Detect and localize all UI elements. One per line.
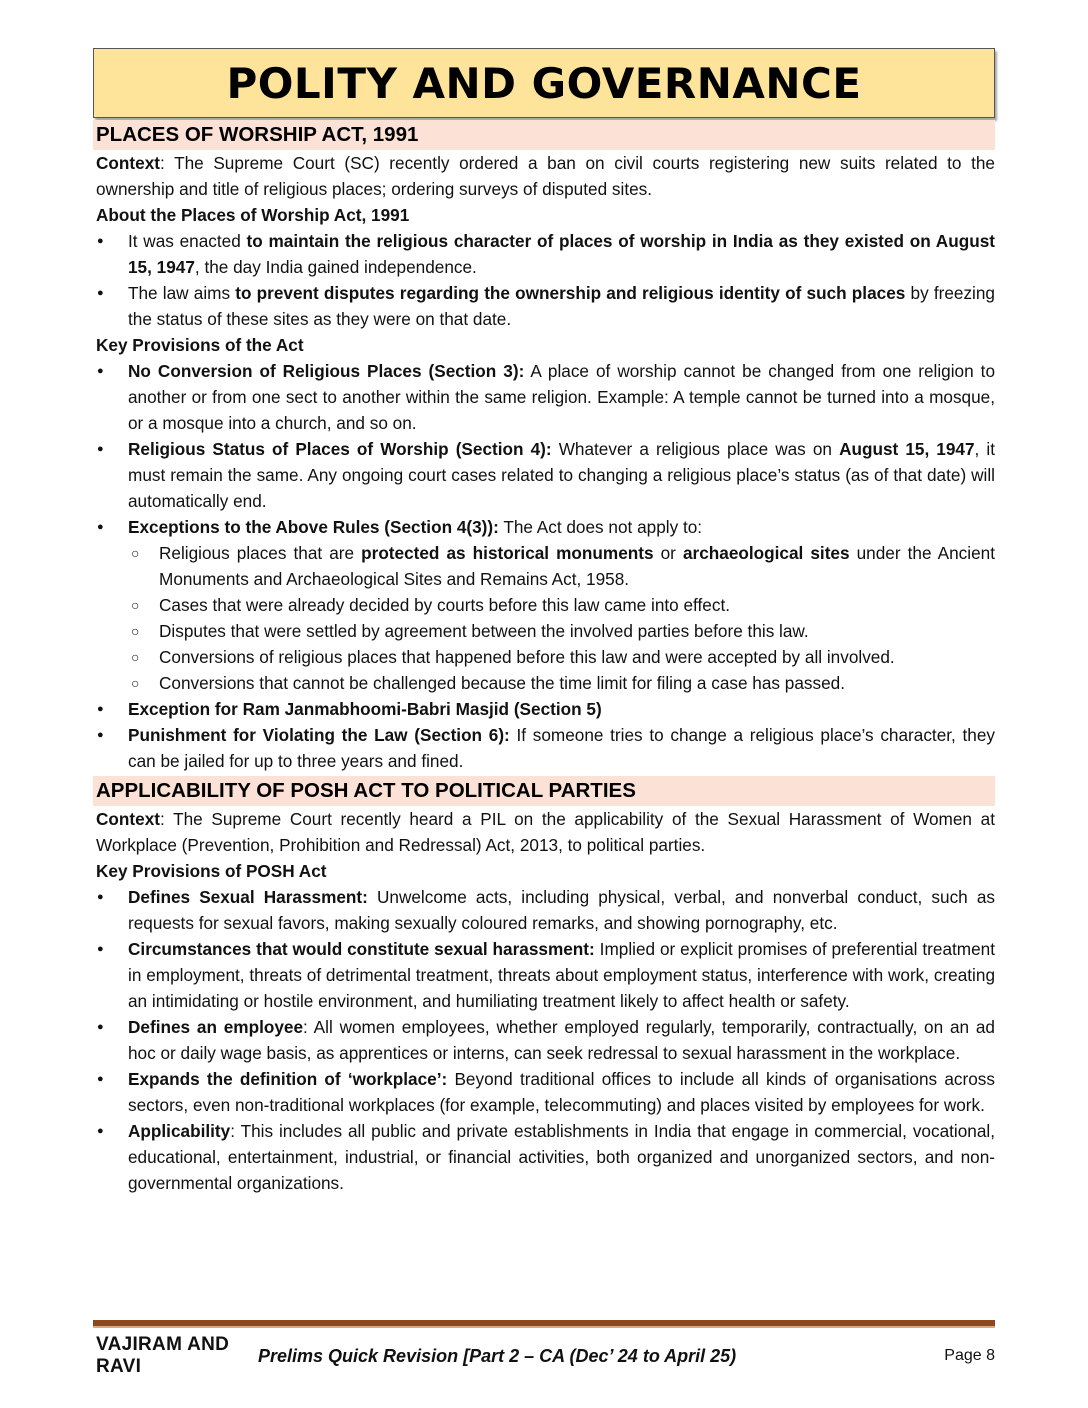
list-item: ● The law aims to prevent disputes regarding the ownership and religious identity of such places by freezing the status of these sites as they were on that date. [93,280,995,332]
sub-list-item: ○ Religious places that are protected as historical monuments or archaeological sites under the Ancient Monuments and Archaeological Sites and Remains Act, 1958. [128,540,995,592]
sub-list-item: ○ Conversions that cannot be challenged because the time limit for filing a case has passed. [128,670,995,696]
footer-brand: VAJIRAM AND RAVI [96,1334,230,1377]
page-number: Page 8 [944,1347,995,1364]
posh-provisions-list [93,884,995,1196]
list-item: ● Circumstances that would constitute sexual harassment: Implied or explicit promises of preferential treatment in employment, threats of detrimental treatment, threats about employment status, interference with work, creating an intimidating or hostile environment, and humiliating treatment likely to affect health or safety. [93,936,995,1014]
sub-list-item: ○ Cases that were already decided by courts before this law came into effect. [128,592,995,618]
section-heading-posh-act: APPLICABILITY OF POSH ACT TO POLITICAL PARTIES [93,776,995,806]
context-text: : The Supreme Court (SC) recently ordered a ban on civil courts registering new suits related to the ownership and title of religious places; ordering surveys of disputed sites. [96,153,995,199]
list-item: ● Defines an employee: All women employees, whether employed regularly, temporarily, contractually, on an ad hoc or daily wage basis, as apprentices or interns, can seek redressal to sexual harassment in the workplace. [93,1014,995,1066]
provisions-list [93,358,995,774]
sub-list-item: ○ Conversions of religious places that happened before this law and were accepted by all involved. [128,644,995,670]
list-item: ● Punishment for Violating the Law (Section 6): If someone tries to change a religious place’s character, they can be jailed for up to three years and fined. [93,722,995,774]
context-text: : The Supreme Court recently heard a PIL on the applicability of the Sexual Harassment of Women at Workplace (Prevention, Prohibition and Redressal) Act, 2013, to political parties. [96,809,995,855]
footer-divider [93,1320,995,1328]
context-paragraph [93,806,995,858]
about-list [93,228,995,332]
section-heading-places-of-worship: PLACES OF WORSHIP ACT, 1991 [93,120,995,150]
provisions-heading: Key Provisions of POSH Act [96,861,327,881]
context-label: Context [96,809,160,829]
list-item: ● Exceptions to the Above Rules (Section 4(3)): The Act does not apply to: ○ Religious places that are protected as historical monuments or archaeological sites under the Ancient Monuments and Archaeological Sites and Remains Act, 1958. ○ Cases that were already decided by courts before this law came into effect. ○ Disputes that were settled by agreement between the involved parties before this law. ○ Conversions of religious places that happened before this law and were accepted by all involved. ○ Conversions that cannot be challenged because the time limit for filing a case has passed. [93,514,995,696]
sub-list-item: ○ Disputes that were settled by agreement between the involved parties before this law. [128,618,995,644]
page-footer [96,1334,995,1378]
provisions-heading: Key Provisions of the Act [96,335,304,355]
list-item: ● Expands the definition of ‘workplace’: Beyond traditional offices to include all kinds of organisations across sectors, even non-traditional workplaces (for example, telecommuting) and places visited by employees for work. [93,1066,995,1118]
exceptions-list [128,540,995,696]
list-item: ● No Conversion of Religious Places (Section 3): A place of worship cannot be changed from one religion to another or from one sect to another within the same religion. Example: A temple cannot be turned into a mosque, or a mosque into a church, and so on. [93,358,995,436]
list-item: ● Defines Sexual Harassment: Unwelcome acts, including physical, verbal, and nonverbal conduct, such as requests for sexual favors, making sexually coloured remarks, and showing pornography, etc. [93,884,995,936]
page-title: POLITY AND GOVERNANCE [93,48,995,118]
list-item: ● Applicability: This includes all public and private establishments in India that engage in commercial, vocational, educational, entertainment, industrial, or financial activities, both organized and unorganized sectors, and non-governmental organizations. [93,1118,995,1196]
list-item: ● Exception for Ram Janmabhoomi-Babri Masjid (Section 5) [93,696,995,722]
context-label: Context [96,153,160,173]
context-paragraph [93,150,995,202]
list-item: ● It was enacted to maintain the religious character of places of worship in India as they existed on August 15, 1947, the day India gained independence. [93,228,995,280]
about-heading: About the Places of Worship Act, 1991 [96,205,410,225]
document-page [93,48,995,1196]
list-item: ● Religious Status of Places of Worship (Section 4): Whatever a religious place was on August 15, 1947, it must remain the same. Any ongoing court cases related to changing a religious place’s status (as of that date) will automatically end. [93,436,995,514]
footer-subtitle: Prelims Quick Revision [Part 2 – CA (Dec’ 24 to April 25) [258,1345,737,1366]
